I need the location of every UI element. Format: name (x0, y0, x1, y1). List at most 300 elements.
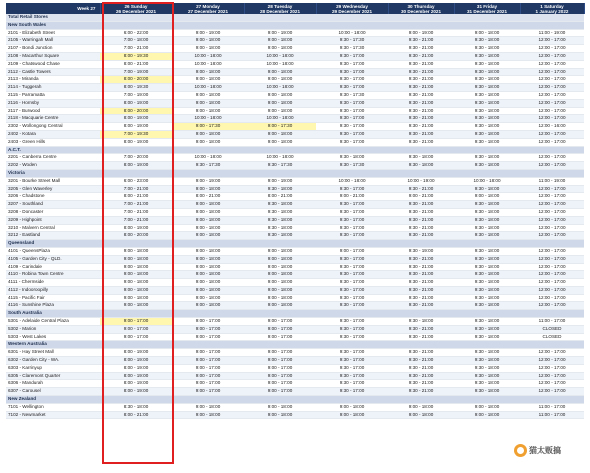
store-name-cell: 2101 - Elizabeth Street (6, 29, 100, 37)
hours-cell: 12:00 - 16:00 (520, 123, 584, 131)
wechat-icon (514, 444, 527, 457)
table-row (6, 208, 584, 216)
table-row (6, 403, 584, 411)
table-row (6, 380, 584, 388)
store-name-cell: 3206 - Chadstone (6, 193, 100, 201)
hours-cell: 9:00 - 21:00 (388, 193, 454, 201)
hours-cell: 9:00 - 18:00 (100, 286, 172, 294)
hours-cell: 9:30 - 21:00 (388, 302, 454, 310)
header-week: Week 27 (6, 3, 100, 14)
hours-cell: 9:00 - 18:00 (244, 286, 316, 294)
hours-cell: 9:30 - 17:00 (316, 138, 388, 146)
hours-cell: 9:30 - 17:00 (316, 115, 388, 123)
hours-cell: 9:30 - 18:00 (454, 60, 520, 68)
hours-cell: 10:00 - 19:00 (388, 177, 454, 185)
region-row (6, 310, 584, 318)
hours-cell: 9:30 - 19:00 (388, 247, 454, 255)
table-row (6, 201, 584, 209)
hours-cell: 9:00 - 18:00 (100, 279, 172, 287)
hours-cell: 9:30 - 18:00 (454, 271, 520, 279)
region-label: New South Wales (6, 21, 584, 29)
table-row (6, 294, 584, 302)
hours-cell: 9:30 - 18:00 (454, 279, 520, 287)
hours-cell: 9:00 - 18:00 (172, 91, 244, 99)
table-row (6, 115, 584, 123)
hours-cell: 9:30 - 18:00 (454, 91, 520, 99)
hours-cell: 9:00 - 21:00 (316, 193, 388, 201)
hours-cell: 9:30 - 17:00 (316, 318, 388, 326)
hours-cell: 12:00 - 17:00 (520, 76, 584, 84)
table-row (6, 318, 584, 326)
hours-cell: 9:30 - 18:00 (244, 185, 316, 193)
hours-cell: 9:00 - 18:00 (244, 294, 316, 302)
table-row (6, 99, 584, 107)
table-row (6, 279, 584, 287)
hours-cell: 7:00 - 21:00 (100, 45, 172, 53)
hours-cell: 9:00 - 18:00 (172, 411, 244, 419)
hours-cell: 10:00 - 18:00 (454, 177, 520, 185)
hours-cell: 9:00 - 17:00 (244, 380, 316, 388)
table-row (6, 247, 584, 255)
hours-cell: 8:00 - 20:00 (100, 76, 172, 84)
hours-cell: 9:30 - 17:00 (316, 294, 388, 302)
hours-cell: 9:00 - 17:00 (244, 333, 316, 341)
hours-cell: 12:00 - 17:00 (520, 52, 584, 60)
hours-cell: 9:00 - 17:00 (172, 318, 244, 326)
hours-cell: 8:00 - 20:00 (100, 232, 172, 240)
region-label: Total Retail Stores (6, 14, 584, 21)
hours-cell: 9:00 - 18:00 (244, 302, 316, 310)
hours-cell: 9:30 - 17:00 (316, 107, 388, 115)
hours-cell: 9:00 - 18:00 (172, 286, 244, 294)
hours-cell: 9:00 - 18:00 (172, 255, 244, 263)
watermark-text: 猫太贩搞 (529, 445, 561, 455)
store-name-cell: 5301 - Adelaide Central Plaza (6, 318, 100, 326)
store-name-cell: 6306 - Mandurah (6, 380, 100, 388)
hours-cell: 9:30 - 18:00 (454, 372, 520, 380)
hours-cell: 9:30 - 21:00 (388, 357, 454, 365)
hours-cell: 9:00 - 18:00 (244, 411, 316, 419)
table-row (6, 411, 584, 419)
hours-cell: 9:30 - 21:00 (388, 68, 454, 76)
hours-cell: 12:00 - 17:00 (520, 115, 584, 123)
hours-cell: 9:30 - 17:00 (316, 279, 388, 287)
hours-cell: 12:00 - 17:00 (520, 60, 584, 68)
hours-cell: 9:30 - 18:00 (454, 84, 520, 92)
hours-cell: 6:00 - 23:00 (100, 177, 172, 185)
hours-cell: 9:30 - 21:00 (388, 52, 454, 60)
hours-cell: 12:00 - 17:00 (520, 247, 584, 255)
store-name-cell: 2113 - Miranda (6, 76, 100, 84)
hours-cell: 9:00 - 18:00 (244, 68, 316, 76)
hours-cell: 9:30 - 17:00 (316, 76, 388, 84)
store-name-cell: 4115 - Pacific Fair (6, 294, 100, 302)
hours-cell: 9:00 - 17:30 (244, 123, 316, 131)
hours-cell: 12:00 - 17:00 (520, 232, 584, 240)
hours-cell: 9:30 - 17:00 (316, 302, 388, 310)
hours-cell: 9:00 - 17:00 (244, 357, 316, 365)
hours-cell: 8:30 - 18:00 (100, 403, 172, 411)
hours-cell: 9:30 - 17:00 (316, 60, 388, 68)
hours-cell: 8:00 - 19:00 (100, 162, 172, 170)
hours-cell: 9:00 - 18:00 (244, 130, 316, 138)
hours-cell: 10:00 - 18:00 (172, 52, 244, 60)
store-name-cell: 3208 - Doncaster (6, 208, 100, 216)
hours-cell: 9:30 - 17:30 (172, 162, 244, 170)
header-day: 27 Monday 27 December 2021 (172, 3, 244, 14)
hours-cell: 9:00 - 19:00 (388, 29, 454, 37)
hours-cell: 9:00 - 17:00 (172, 372, 244, 380)
table-row (6, 130, 584, 138)
hours-cell: 12:00 - 17:00 (520, 255, 584, 263)
hours-cell: 6:00 - 22:00 (100, 29, 172, 37)
hours-cell: 9:00 - 18:00 (100, 302, 172, 310)
hours-cell: 9:00 - 17:00 (172, 325, 244, 333)
hours-cell: 8:00 - 19:00 (100, 364, 172, 372)
hours-cell: 9:00 - 17:00 (172, 380, 244, 388)
hours-cell: 9:00 - 17:00 (244, 325, 316, 333)
watermark (514, 440, 561, 460)
hours-cell: 12:00 - 17:00 (520, 84, 584, 92)
hours-cell: 9:30 - 17:00 (316, 333, 388, 341)
store-name-cell: 2402 - Kotara (6, 130, 100, 138)
hours-cell: 9:30 - 18:00 (454, 216, 520, 224)
hours-cell: 9:00 - 18:00 (244, 37, 316, 45)
hours-cell: 9:00 - 18:00 (100, 255, 172, 263)
hours-cell: 9:00 - 18:00 (172, 279, 244, 287)
hours-cell: 9:30 - 18:00 (454, 286, 520, 294)
hours-cell: 9:00 - 19:00 (244, 177, 316, 185)
hours-cell: 9:30 - 17:30 (316, 37, 388, 45)
total-row (6, 14, 584, 21)
hours-cell: 12:00 - 17:00 (520, 99, 584, 107)
hours-cell: 9:30 - 21:00 (388, 91, 454, 99)
store-name-cell: 4111 - Chermside (6, 279, 100, 287)
hours-cell: 9:30 - 17:00 (316, 380, 388, 388)
hours-cell: 9:00 - 18:00 (172, 302, 244, 310)
hours-cell: 10:00 - 18:00 (316, 29, 388, 37)
store-name-cell: 3205 - Glen Waverley (6, 185, 100, 193)
hours-cell: 9:30 - 18:00 (454, 263, 520, 271)
hours-cell: 8:00 - 21:00 (244, 193, 316, 201)
hours-cell: 9:00 - 18:00 (244, 107, 316, 115)
header-day: 30 Thursday 30 December 2021 (388, 3, 454, 14)
hours-cell: 12:00 - 17:00 (520, 263, 584, 271)
hours-cell: 7:00 - 21:00 (100, 185, 172, 193)
hours-cell: 10:00 - 18:00 (244, 52, 316, 60)
table-row (6, 177, 584, 185)
store-name-cell: 3210 - Malvern Central (6, 224, 100, 232)
hours-cell: 12:00 - 17:00 (520, 185, 584, 193)
hours-cell: 9:30 - 21:00 (388, 76, 454, 84)
hours-cell: 12:00 - 17:00 (520, 107, 584, 115)
hours-cell: 9:00 - 18:00 (172, 68, 244, 76)
hours-cell: 9:30 - 18:00 (454, 201, 520, 209)
hours-cell: 10:00 - 18:00 (172, 60, 244, 68)
hours-cell: 9:00 - 18:00 (244, 279, 316, 287)
hours-cell: 8:00 - 21:00 (100, 411, 172, 419)
hours-cell: 8:00 - 19:30 (100, 84, 172, 92)
hours-cell: 8:00 - 21:00 (172, 193, 244, 201)
hours-cell: 8:00 - 21:00 (100, 193, 172, 201)
store-name-cell: 4116 - Sunshine Plaza (6, 302, 100, 310)
store-name-cell: 2403 - Green Hills (6, 138, 100, 146)
table-row (6, 76, 584, 84)
hours-cell: 9:00 - 17:00 (100, 325, 172, 333)
hours-cell: 9:00 - 17:00 (244, 388, 316, 396)
hours-cell: 9:30 - 17:00 (316, 232, 388, 240)
hours-cell: 7:00 - 19:30 (100, 130, 172, 138)
hours-cell: 9:30 - 17:00 (316, 201, 388, 209)
hours-cell: 9:30 - 18:00 (454, 99, 520, 107)
hours-cell: 9:00 - 18:00 (172, 185, 244, 193)
hours-cell: CLOSED (520, 333, 584, 341)
table-row (6, 91, 584, 99)
store-name-cell: 2201 - Canberra Centre (6, 154, 100, 162)
hours-cell: 9:30 - 21:00 (388, 37, 454, 45)
table-row (6, 263, 584, 271)
trading-hours-sheet (6, 3, 584, 419)
store-name-cell: 4105 - Garden City - QLD. (6, 255, 100, 263)
hours-cell: 8:00 - 19:00 (100, 380, 172, 388)
table-body (6, 14, 584, 419)
hours-cell: 8:00 - 21:00 (100, 60, 172, 68)
hours-cell: 8:00 - 19:00 (100, 115, 172, 123)
store-name-cell: 2302 - Wollongong Central (6, 123, 100, 131)
hours-cell: 8:00 - 20:00 (100, 107, 172, 115)
hours-cell: 9:30 - 17:00 (316, 84, 388, 92)
hours-cell: 9:00 - 17:00 (100, 318, 172, 326)
hours-cell: 9:00 - 18:00 (244, 45, 316, 53)
hours-cell: 11:00 - 17:00 (520, 318, 584, 326)
hours-cell: 9:30 - 18:00 (454, 294, 520, 302)
hours-cell: 9:30 - 21:00 (388, 364, 454, 372)
hours-cell: 12:00 - 17:00 (520, 357, 584, 365)
store-name-cell: 2107 - Bondi Junction (6, 45, 100, 53)
hours-cell: 8:00 - 19:00 (100, 372, 172, 380)
hours-cell: 7:00 - 20:00 (100, 154, 172, 162)
store-name-cell: 6301 - Hay Street Mall (6, 349, 100, 357)
store-name-cell: 3201 - Bourke Street Mall (6, 177, 100, 185)
hours-cell: 12:00 - 17:00 (520, 302, 584, 310)
hours-cell: 9:30 - 18:00 (454, 247, 520, 255)
hours-cell: 9:00 - 18:00 (454, 193, 520, 201)
table-row (6, 45, 584, 53)
hours-cell: 8:00 - 19:00 (100, 224, 172, 232)
table-row (6, 372, 584, 380)
hours-cell: 9:30 - 17:30 (316, 45, 388, 53)
hours-cell: 9:30 - 18:00 (454, 318, 520, 326)
table-row (6, 154, 584, 162)
hours-cell: 9:00 - 17:00 (244, 364, 316, 372)
region-label: Victoria (6, 169, 584, 177)
hours-cell: 12:00 - 17:00 (520, 162, 584, 170)
store-name-cell: 2118 - Macquarie Centre (6, 115, 100, 123)
hours-cell: 12:00 - 17:00 (520, 216, 584, 224)
hours-cell: 12:00 - 17:00 (520, 224, 584, 232)
table-row (6, 271, 584, 279)
hours-cell: 9:00 - 18:00 (172, 130, 244, 138)
hours-cell: 9:00 - 17:00 (316, 247, 388, 255)
hours-cell: 9:30 - 17:00 (316, 255, 388, 263)
hours-cell: 9:30 - 18:00 (454, 154, 520, 162)
region-row (6, 240, 584, 248)
hours-cell: 9:30 - 18:00 (388, 154, 454, 162)
store-name-cell: 2117 - Burwood (6, 107, 100, 115)
hours-cell: 9:30 - 21:00 (388, 286, 454, 294)
hours-cell: 9:30 - 17:00 (316, 372, 388, 380)
region-row (6, 21, 584, 29)
hours-cell: 9:30 - 18:00 (454, 52, 520, 60)
hours-cell: 12:00 - 17:00 (520, 68, 584, 76)
hours-cell: 10:00 - 18:00 (316, 177, 388, 185)
hours-cell: 9:00 - 18:00 (244, 271, 316, 279)
hours-cell: 9:00 - 18:00 (172, 208, 244, 216)
hours-cell: 12:00 - 17:00 (520, 37, 584, 45)
hours-cell: 9:30 - 17:00 (316, 224, 388, 232)
hours-cell: 9:30 - 18:00 (454, 115, 520, 123)
hours-cell: 9:30 - 18:00 (454, 325, 520, 333)
hours-cell: 8:00 - 19:00 (100, 357, 172, 365)
hours-cell: 9:00 - 18:00 (244, 403, 316, 411)
table-row (6, 193, 584, 201)
trading-hours-table (6, 3, 585, 419)
hours-cell: 12:00 - 17:00 (520, 364, 584, 372)
hours-cell: 9:00 - 17:00 (172, 333, 244, 341)
table-row (6, 185, 584, 193)
hours-cell: 9:00 - 17:00 (172, 388, 244, 396)
hours-cell: 9:00 - 17:00 (172, 364, 244, 372)
hours-cell: 8:00 - 19:00 (100, 388, 172, 396)
hours-cell: 9:30 - 21:00 (388, 271, 454, 279)
region-label: Queensland (6, 240, 584, 248)
hours-cell: 9:30 - 18:00 (454, 37, 520, 45)
hours-cell: 10:00 - 18:00 (244, 84, 316, 92)
hours-cell: 12:00 - 17:00 (520, 193, 584, 201)
hours-cell: 12:00 - 17:00 (520, 138, 584, 146)
hours-cell: 9:30 - 17:00 (316, 216, 388, 224)
store-name-cell: 3212 - Eastland (6, 232, 100, 240)
store-name-cell: 4109 - Carindale (6, 263, 100, 271)
hours-cell: 9:00 - 19:00 (172, 177, 244, 185)
hours-cell: 9:00 - 19:00 (172, 29, 244, 37)
store-name-cell: 3207 - Southland (6, 201, 100, 209)
table-row (6, 325, 584, 333)
hours-cell: 9:30 - 21:00 (388, 130, 454, 138)
store-name-cell: 2115 - Parramatta (6, 91, 100, 99)
header-day: 28 Tuesday 28 December 2021 (244, 3, 316, 14)
hours-cell: 9:00 - 18:00 (172, 247, 244, 255)
hours-cell: 9:00 - 18:00 (172, 37, 244, 45)
hours-cell: 9:00 - 18:00 (172, 224, 244, 232)
table-row (6, 29, 584, 37)
table-row (6, 52, 584, 60)
hours-cell: 9:00 - 18:00 (244, 255, 316, 263)
table-row (6, 357, 584, 365)
hours-cell: 9:30 - 18:00 (454, 185, 520, 193)
hours-cell: 9:00 - 18:00 (100, 263, 172, 271)
hours-cell: 9:30 - 18:00 (454, 380, 520, 388)
hours-cell: 9:30 - 21:00 (388, 333, 454, 341)
hours-cell: 9:00 - 18:00 (244, 138, 316, 146)
hours-cell: 9:00 - 17:00 (244, 372, 316, 380)
hours-cell: CLOSED (520, 325, 584, 333)
hours-cell: 7:00 - 21:00 (100, 201, 172, 209)
hours-cell: 9:30 - 21:00 (388, 45, 454, 53)
hours-cell: 9:00 - 18:00 (388, 411, 454, 419)
hours-cell: 9:30 - 18:00 (454, 349, 520, 357)
hours-cell: 9:30 - 17:00 (316, 325, 388, 333)
region-label: South Australia (6, 310, 584, 318)
table-row (6, 232, 584, 240)
table-row (6, 255, 584, 263)
hours-cell: 9:00 - 18:00 (100, 247, 172, 255)
hours-cell: 9:00 - 18:00 (172, 76, 244, 84)
hours-cell: 9:30 - 17:00 (316, 263, 388, 271)
hours-cell: 9:00 - 18:00 (454, 403, 520, 411)
hours-cell: 9:30 - 18:00 (454, 76, 520, 84)
hours-cell: 9:30 - 18:00 (388, 162, 454, 170)
store-name-cell: 4112 - Indooroopilly (6, 286, 100, 294)
region-row (6, 396, 584, 404)
hours-cell: 9:30 - 21:00 (388, 123, 454, 131)
table-row (6, 216, 584, 224)
hours-cell: 9:30 - 18:00 (454, 224, 520, 232)
hours-cell: 12:00 - 17:00 (520, 349, 584, 357)
hours-cell: 9:00 - 17:00 (244, 318, 316, 326)
table-row (6, 60, 584, 68)
table-row (6, 302, 584, 310)
hours-cell: 9:30 - 21:00 (388, 349, 454, 357)
region-row (6, 341, 584, 349)
hours-cell: 9:30 - 21:00 (388, 255, 454, 263)
hours-cell: 12:00 - 17:00 (520, 154, 584, 162)
hours-cell: 10:00 - 18:00 (244, 60, 316, 68)
hours-cell: 9:30 - 21:00 (388, 107, 454, 115)
hours-cell: 9:00 - 17:00 (172, 357, 244, 365)
hours-cell: 9:30 - 18:00 (454, 232, 520, 240)
hours-cell: 9:30 - 17:30 (244, 162, 316, 170)
hours-cell: 9:00 - 18:00 (172, 216, 244, 224)
hours-cell: 9:30 - 17:00 (316, 99, 388, 107)
hours-cell: 7:00 - 19:00 (100, 91, 172, 99)
hours-cell: 9:30 - 18:00 (244, 216, 316, 224)
hours-cell: 9:00 - 18:00 (316, 411, 388, 419)
hours-cell: 12:00 - 17:00 (520, 45, 584, 53)
table-row (6, 162, 584, 170)
hours-cell: 9:00 - 18:00 (454, 29, 520, 37)
header-row (6, 3, 584, 14)
hours-cell: 8:00 - 19:00 (100, 349, 172, 357)
hours-cell: 9:30 - 21:00 (388, 380, 454, 388)
store-name-cell: 7102 - Newmarket (6, 411, 100, 419)
hours-cell: 9:00 - 18:00 (172, 201, 244, 209)
hours-cell: 9:30 - 17:00 (316, 388, 388, 396)
hours-cell: 9:30 - 18:00 (454, 162, 520, 170)
hours-cell: 9:30 - 18:00 (454, 333, 520, 341)
hours-cell: 9:00 - 18:00 (316, 403, 388, 411)
store-name-cell: 2109 - Chatswood Chase (6, 60, 100, 68)
hours-cell: 12:00 - 17:00 (520, 286, 584, 294)
region-label: Western Australia (6, 341, 584, 349)
hours-cell: 9:30 - 18:00 (244, 224, 316, 232)
hours-cell: 9:00 - 18:00 (100, 271, 172, 279)
region-row (6, 169, 584, 177)
hours-cell: 12:00 - 17:00 (520, 388, 584, 396)
hours-cell: 9:00 - 17:00 (100, 333, 172, 341)
hours-cell: 8:00 - 19:00 (100, 123, 172, 131)
hours-cell: 9:00 - 18:00 (244, 263, 316, 271)
